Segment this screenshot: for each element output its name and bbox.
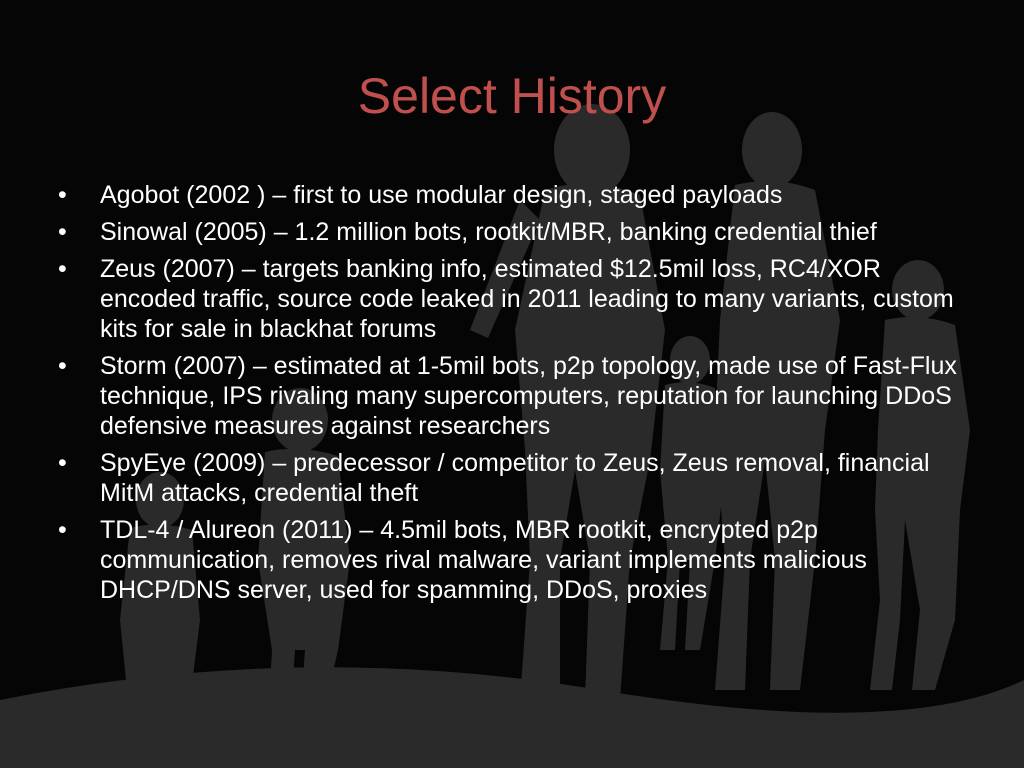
list-item-text: Storm (2007) – estimated at 1-5mil bots, p2p topology, made use of Fast-Flux technique, IPS rivaling many supercomputers, reputation for launching DDoS defensive measures against researchers xyxy=(100,352,957,440)
list-item-text: SpyEye (2009) – predecessor / competitor to Zeus, Zeus removal, financial MitM attacks, credential theft xyxy=(100,449,930,507)
list-item xyxy=(58,515,968,605)
bullet-icon: • xyxy=(58,181,67,209)
list-item xyxy=(58,448,968,508)
bullet-icon: • xyxy=(58,449,67,477)
list-item-text: Sinowal (2005) – 1.2 million bots, rootkit/MBR, banking credential thief xyxy=(100,218,877,246)
list-item-text: Agobot (2002 ) – first to use modular design, staged payloads xyxy=(100,181,783,209)
bullet-icon: • xyxy=(58,352,67,380)
bullet-icon: • xyxy=(58,516,67,544)
list-item-text: Zeus (2007) – targets banking info, estimated $12.5mil loss, RC4/XOR encoded traffic, source code leaked in 2011 leading to many variants, custom kits for sale in blackhat forums xyxy=(100,255,954,343)
bullet-list xyxy=(58,180,968,612)
bullet-icon: • xyxy=(58,255,67,283)
slide-title: Select History xyxy=(357,68,667,124)
list-item xyxy=(58,351,968,441)
list-item xyxy=(58,180,968,210)
list-item-text: TDL-4 / Alureon (2011) – 4.5mil bots, MBR rootkit, encrypted p2p communication, removes rival malware, variant implements malicious DHCP/DNS server, used for spamming, DDoS, proxies xyxy=(100,516,867,604)
list-item xyxy=(58,217,968,247)
bullet-icon: • xyxy=(58,218,67,246)
list-item xyxy=(58,254,968,344)
